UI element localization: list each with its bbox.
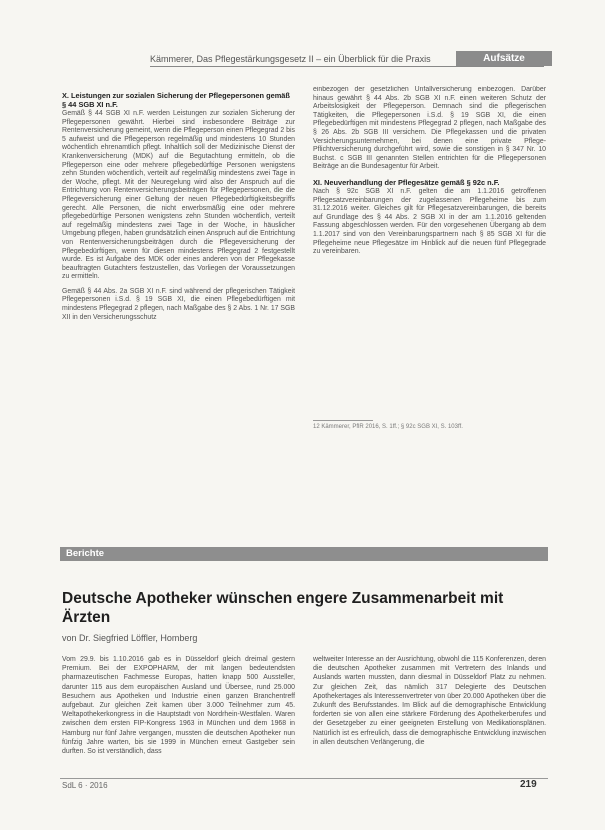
article-body-right: weltweiter Interesse an der Ausrichtung, obwohl die 115 Konferenzen, deren die deutschen Apotheker zusammen mit Vertretern des Inlands und Auslands warten mussten, dann diesmal in Düsseldorf Platz zu nehmen. Zur gleichen Zeit, das nämlich 317 Delegierte des Deutschen Apothekertages als Interessenvertreter von über 20.000 Apotheken über die Zukunft des Berufsstandes. Im Blick auf die demographische Entwicklung forderten sie von allen eine stärkere Förderung des Apothekerberufes und der Gesetzgeber zu einer geeigneten Erstellung von Medikationsplänen. Natürlich ist es erfreulich, dass die demographische Entwicklung inzwischen in allen deutschen Verlängerung, die xyxy=(313,656,546,746)
running-head: Kämmerer, Das Pflegestärkungsgesetz II – ein Überblick für die Praxis xyxy=(150,54,431,64)
paragraph: Gemäß § 44 Abs. 2a SGB XI n.F. sind während der pflegerischen Tätigkeit Pflegepersonen i.S.d. § 19 SGB XI, die einen Pflegebedürftigen mit mindestens Pflegegrad 2 pflegen, nach Maßgabe des § 2 Abs. 1 Nr. 17 SGB XII in den Versicherungsschutz xyxy=(62,287,295,321)
section-heading-xi: XI. Neuverhandlung der Pflegesätze gemäß § 92c n.F. xyxy=(313,177,500,187)
paragraph: Nach § 92c SGB XI n.F. gelten die am 1.1.2016 getroffenen Pflegesatzvereinbarungen der zugelassenen Pflegeheime bis zum 31.12.2016 weiter. Gleiches gilt für Pflegesatzvereinbarungen, die bereits auf Grundlage des § 44 Abs. 2 SGB XI in der am 1.1.2016 geltenden Fassung abgeschlossen werden. Für den vorgesehenen Übergang ab dem 1.1.2017 sind von den Vereinbarungspartnern nach § 85 SGB XI für die Pflegeheime neue Pflegesätze im Hinblick auf die neuen fünf Pflegegrade zu vereinbaren. xyxy=(313,187,546,256)
paragraph: Gemäß § 44 SGB XI n.F. werden Leistungen zur sozialen Sicherung der Pflegepersonen gewährt. Hierbei sind insbesondere Beiträge zur Rentenversicherung gemeint, wenn die Pflegeperson einen Pflegegrad 2 bis 5 aufweist und die Pflegeperson regelmäßig und mindestens 10 Stunden wöchentlich ehrenamtlich pflegt. Inhaltlich soll der Medizinische Dienst der Krankenversicherung (MDK) auf die Begutachtung ermitteln, ob die Pflegeperson eine oder mehrere pflegebedürftige Personen wenigstens zehn Stunden wöchentlich, verteilt auf regelmäßig mindestens zwei Tage in der Woche, pflegt. Mit der Neuregelung wird also der Anspruch auf die Entrichtung von Rentenversicherungsbeiträgen für Pflegepersonen, die die Pflegeversicherung einer Geltung der neuen Pflegebedürftigkeitsbegriffs gerecht. Alle Personen, die nicht erwerbsmäßig eine oder mehrere pflegebedürftige Personen wenigstens zehn Stunden wöchentlich, verteilt auf regelmäßig mindestens zwei Tage in der Woche, in häuslicher Umgebung pflegen, haben grundsätzlich einen Anspruch auf die Entrichtung von Rentenversicherungsbeiträgen durch die Pflegeversicherung der Pflegebedürftigen, wenn für diesen mindestens Pflegegrad 2 festgestellt wurde. Es ist Aufgabe des MDK oder eines anderen von der Pflegekasse beauftragten Gutachters festzustellen, das Vorliegen der Voraussetzungen zu ermitteln. xyxy=(62,110,295,281)
article-body-left: Vom 29.9. bis 1.10.2016 gab es in Düsseldorf gleich dreimal gestern Premium. Bei der EXPOPHARM, der mit langen bedeutendsten pharmazeutischen Fachmesse Europas, hatten knapp 500 Aussteller, darunter 115 aus dem europäischen Ausland und Übersee, rund 25.000 Besuchern aus Apotheken und Industrie einen ganzen Branchentreff aufgebaut. Zur gleichen Zeit kamen über 3.000 Teilnehmer zum 45. Weltapothekerkongress in die Hauptstadt von Nordrhein-Westfalen. Waren zwischen dem ersten FIP-Kongress 1963 in München und dem 1968 in Hamburg nur fünf Jahre vergangen, mussten die deutschen Apotheker nun fünfzig Jahre warten, bis sie 1999 in München erneut Gastgeber sein durften. So ist verständlich, dass xyxy=(62,656,295,756)
footnote: 12 Kämmerer, PflR 2016, S. 1ff.; § 92c SGB XI, S. 103ff. xyxy=(313,424,463,430)
right-column xyxy=(313,86,546,408)
header-rule xyxy=(150,66,544,67)
footer-rule xyxy=(60,778,548,779)
byline: von Dr. Siegfried Löffler, Homberg xyxy=(62,633,198,643)
left-column xyxy=(62,91,295,451)
journal-name: SdL 6 · 2016 xyxy=(62,781,108,790)
berichte-label: Berichte xyxy=(66,548,105,559)
paragraph: einbezogen der gesetzlichen Unfallversicherung einbezogen. Darüber hinaus gewährt § 44 Abs. 2b SGB XI n.F. einen weiteren Schutz der Arbeitslosigkeit der Pflegeperson. Demnach sind die pflegerischen Tätigkeiten, die Pflegepersonen i.S.d. § 19 SGB XI, die einen Pflegebedürftigen mit mindestens Pflegegrad 2 pflegen, nach Maßgabe des § 26 Abs. 2b SGB III versichern. Die Pflegekassen und die privaten Versicherungsunternehmen, bei denen eine private Pflege-Pflichtversicherung durchgeführt wird, sowie die sonstigen in § 347 Nr. 10 Buchst. c SGB III genannten Stellen entrichten für die Pflegepersonen Beiträge an die Bundesagentur für Arbeit. xyxy=(313,86,546,171)
section-heading-x: X. Leistungen zur sozialen Sicherung der Pflegepersonen gemäß § 44 SGB XI n.F. xyxy=(62,91,290,109)
footnote-rule xyxy=(313,420,373,421)
section-tab: Aufsätze xyxy=(456,51,552,66)
berichte-band xyxy=(60,547,548,561)
article-title: Deutsche Apotheker wünschen engere Zusammenarbeit mit Ärzten xyxy=(62,590,504,626)
page-number: 219 xyxy=(520,779,537,790)
